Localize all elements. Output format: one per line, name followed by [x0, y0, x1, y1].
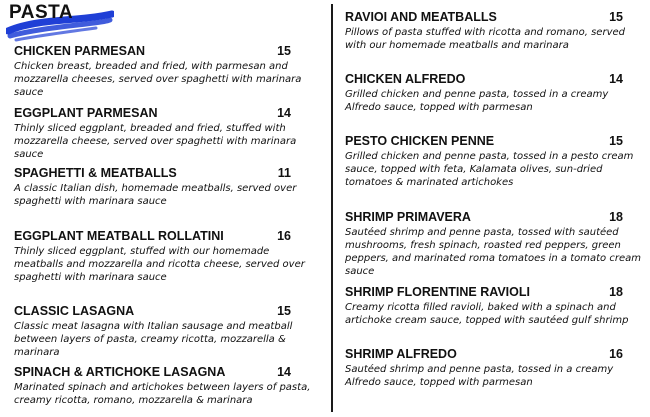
- item-description: Marinated spinach and artichokes between layers of pasta, creamy ricotta, romano, mozzarella & marinara: [14, 382, 311, 406]
- menu-item: [14, 106, 319, 161]
- item-name: SHRIMP ALFREDO: [345, 347, 457, 361]
- item-name: SHRIMP PRIMAVERA: [345, 210, 471, 224]
- item-price: 14: [609, 72, 623, 86]
- item-description: Creamy ricotta filled ravioli, baked with a spinach and artichoke cream sauce, topped with sautéed gulf shrimp: [345, 302, 629, 326]
- item-name: CLASSIC LASAGNA: [14, 304, 135, 318]
- item-price: 11: [277, 166, 291, 180]
- menu-item: [14, 166, 319, 208]
- item-name: SPINACH & ARTICHOKE LASAGNA: [14, 365, 226, 379]
- item-price: 18: [609, 285, 623, 299]
- menu-item: [14, 304, 319, 359]
- menu-item: [345, 134, 645, 189]
- column-divider: [331, 4, 333, 412]
- item-price: 16: [609, 347, 623, 361]
- item-description: A classic Italian dish, homemade meatballs, served over spaghetti with marinara sauce: [14, 183, 297, 207]
- item-name: PESTO CHICKEN PENNE: [345, 134, 495, 148]
- menu-item: [345, 210, 645, 278]
- item-description: Grilled chicken and penne pasta, tossed in a pesto cream sauce, topped with feta, Kalamata olives, sun-dried tomatoes & marinated artichokes: [345, 151, 634, 188]
- item-name: CHICKEN ALFREDO: [345, 72, 466, 86]
- item-price: 15: [609, 10, 623, 24]
- item-description: Thinly sliced eggplant, stuffed with our homemade meatballs and mozzarella and ricotta cheese, served over spaghetti with marinara sauce: [14, 246, 305, 283]
- item-description: Classic meat lasagna with Italian sausage and meatball between layers of pasta, creamy ricotta, mozzarella & marinara: [14, 321, 293, 358]
- item-price: 16: [277, 229, 291, 243]
- item-name: RAVIOI AND MEATBALLS: [345, 10, 497, 24]
- item-description: Pillows of pasta stuffed with ricotta and romano, served with our homemade meatballs and marinara: [345, 27, 625, 51]
- menu-item: [345, 347, 645, 389]
- item-price: 14: [277, 365, 291, 379]
- item-price: 15: [277, 304, 291, 318]
- item-description: Sautéed shrimp and penne pasta, tossed with sautéed mushrooms, fresh spinach, roasted red peppers, green peppers, and marinated roma tomatoes in a tomato cream sauce: [345, 227, 641, 277]
- item-price: 15: [277, 44, 291, 58]
- menu-item: [345, 10, 645, 52]
- section-title: PASTA: [9, 2, 74, 23]
- item-name: EGGPLANT PARMESAN: [14, 106, 158, 120]
- item-name: CHICKEN PARMESAN: [14, 44, 146, 58]
- item-name: SHRIMP FLORENTINE RAVIOLI: [345, 285, 530, 299]
- item-price: 18: [609, 210, 623, 224]
- item-description: Thinly sliced eggplant, breaded and fried, stuffed with mozzarella cheese, served over spaghetti with marinara sauce: [14, 123, 297, 160]
- menu-item: [345, 72, 645, 114]
- item-description: Sautéed shrimp and penne pasta, tossed in a creamy Alfredo sauce, topped with parmesan: [345, 364, 614, 388]
- item-price: 15: [609, 134, 623, 148]
- item-price: 14: [277, 106, 291, 120]
- menu-item: [14, 44, 319, 99]
- item-name: SPAGHETTI & MEATBALLS: [14, 166, 177, 180]
- item-name: EGGPLANT MEATBALL ROLLATINI: [14, 229, 224, 243]
- menu-item: [345, 285, 645, 327]
- item-description: Grilled chicken and penne pasta, tossed in a creamy Alfredo sauce, topped with parmesan: [345, 89, 609, 113]
- menu-item: [14, 365, 319, 407]
- menu-item: [14, 229, 319, 284]
- item-description: Chicken breast, breaded and fried, with parmesan and mozzarella cheeses, served over spaghetti with marinara sauce: [14, 61, 302, 98]
